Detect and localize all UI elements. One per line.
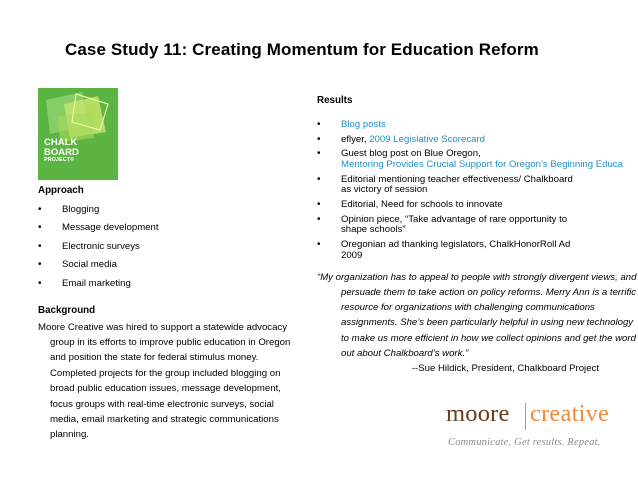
right-column	[317, 95, 638, 376]
result-text: Editorial, Need for schools to innovate	[341, 198, 503, 210]
result-text: Guest blog post on Blue Oregon,	[341, 148, 481, 160]
legislative-scorecard-link[interactable]: 2009 Legislative Scorecard	[369, 133, 485, 145]
chalkboard-logo-graphic	[36, 86, 120, 182]
brand-word-creative: creative	[530, 400, 610, 427]
result-text: Opinion piece, “Take advantage of rare opportunity to	[341, 213, 568, 225]
bullet-icon: •	[38, 277, 42, 289]
page-title: Case Study 11: Creating Momentum for Education Reform	[65, 40, 539, 59]
bullet-icon: •	[317, 148, 321, 160]
list-item	[317, 120, 638, 131]
result-text: shape schools”	[341, 224, 406, 236]
list-item	[317, 175, 638, 197]
bullet-icon: •	[317, 173, 321, 185]
bullet-icon: •	[38, 259, 42, 271]
list-item	[38, 222, 300, 233]
mentoring-article-link[interactable]: Mentoring Provides Crucial Support for Oregon’s Beginning Educa	[341, 158, 623, 170]
logo-line-board: BOARD	[44, 146, 79, 158]
bullet-icon: •	[38, 222, 42, 234]
bullet-icon: •	[317, 213, 321, 225]
brand-word-moore: moore	[446, 400, 510, 427]
results-heading: Results	[317, 95, 353, 106]
brand-divider	[525, 403, 526, 430]
result-text: 2009	[341, 249, 363, 261]
list-item	[317, 149, 638, 171]
bullet-icon: •	[317, 119, 321, 130]
quote-attribution: --Sue Hildick, President, Chalkboard Project	[411, 363, 599, 375]
bullet-icon: •	[38, 240, 42, 252]
approach-list	[38, 204, 300, 289]
list-item	[38, 204, 300, 215]
approach-item: Social media	[62, 259, 117, 271]
list-item	[38, 241, 300, 252]
list-item	[38, 278, 300, 289]
testimonial-quote: “My organization has to appeal to people with strongly divergent views, and persuade them to take action on policy reforms. Merry Ann is a terrific resource for organizations with challenging communications assignments. She’s been particularly helpful in using new technology to make us more efficient in how we collect opinions and get the word out about Chalkboard’s work.”	[317, 271, 637, 360]
result-text: as victory of session	[341, 184, 428, 196]
logo-line-chalk: CHALK	[44, 137, 78, 148]
background-heading: Background	[38, 304, 96, 316]
chalkboard-project-logo	[36, 86, 120, 182]
bullet-icon: •	[317, 238, 321, 250]
background-paragraph: Moore Creative was hired to support a statewide advocacy group in its efforts to improve public education in Oregon and position the state for federal stimulus money. Completed projects for the group included blogging on broad public education issues, message development, focus groups with real-time electronic surveys, social media, email marketing and strategic communications planning.	[38, 321, 291, 441]
bullet-icon: •	[317, 133, 321, 145]
list-item	[317, 240, 638, 262]
result-text: eflyer,	[341, 133, 370, 145]
approach-item: Email marketing	[62, 277, 131, 289]
left-column	[38, 185, 300, 443]
brand-tagline: Communicate. Get results. Repeat.	[448, 437, 601, 448]
blog-posts-link[interactable]: Blog posts	[341, 119, 386, 130]
result-text: Editorial mentioning teacher effectiveness/ Chalkboard	[341, 173, 573, 185]
list-item	[38, 259, 300, 270]
bullet-icon: •	[38, 204, 42, 215]
approach-item: Electronic surveys	[62, 240, 140, 252]
results-list	[317, 120, 638, 262]
list-item	[317, 215, 638, 237]
approach-item: Message development	[62, 222, 159, 234]
list-item	[317, 200, 638, 211]
bullet-icon: •	[317, 198, 321, 210]
result-text: Oregonian ad thanking legislators, ChalkHonorRoll Ad	[341, 238, 571, 250]
moore-creative-logo	[446, 400, 616, 464]
logo-line-project: PROJECT®	[44, 157, 75, 163]
logo-text	[44, 138, 79, 164]
approach-heading: Approach	[38, 185, 84, 196]
approach-item: Blogging	[62, 204, 100, 215]
list-item	[317, 135, 638, 146]
